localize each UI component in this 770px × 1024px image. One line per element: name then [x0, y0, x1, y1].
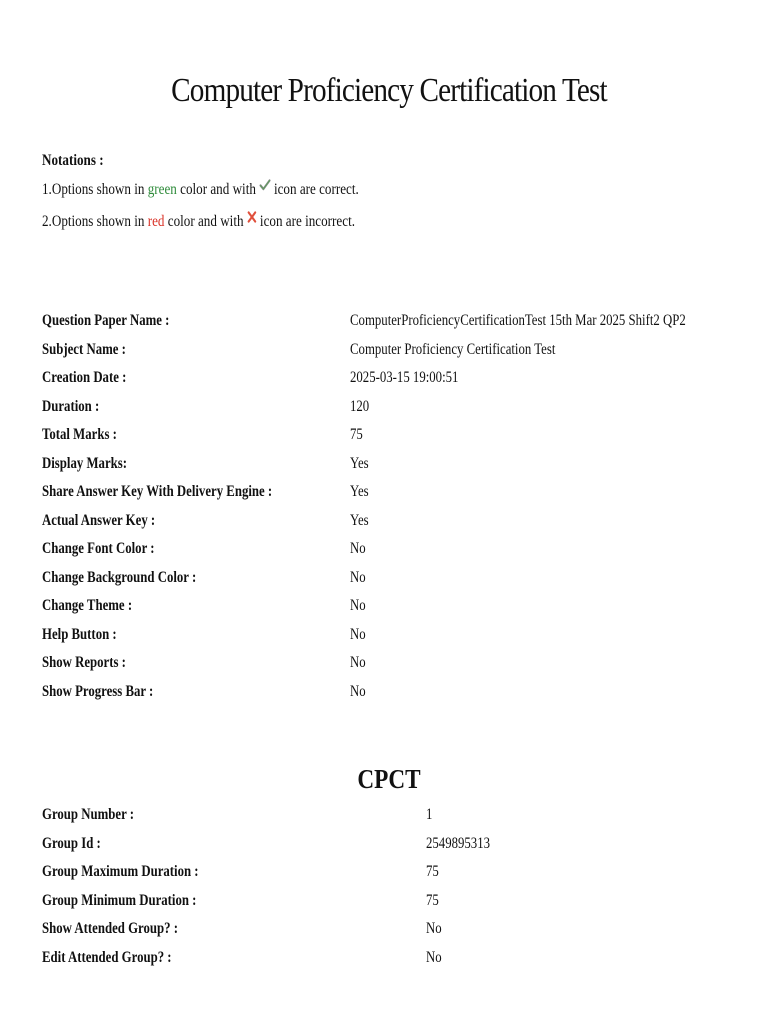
detail-value-text: 120	[350, 397, 370, 415]
detail-label	[42, 858, 426, 887]
detail-value	[350, 478, 770, 507]
detail-row	[42, 336, 770, 365]
group-details-body	[42, 801, 506, 972]
detail-row	[42, 621, 770, 650]
detail-label	[42, 592, 350, 621]
notation-correct-suffix: icon are correct.	[273, 181, 359, 198]
detail-label-text: Show Reports :	[42, 654, 126, 672]
detail-label-text: Change Theme :	[42, 597, 133, 615]
detail-row	[42, 450, 770, 479]
detail-row	[42, 364, 770, 393]
detail-value-text: 2549895313	[426, 834, 490, 852]
detail-value	[350, 307, 770, 336]
detail-value-text: 1	[426, 806, 433, 824]
detail-label-text: Actual Answer Key :	[42, 511, 156, 529]
detail-value	[426, 801, 506, 830]
detail-row	[42, 592, 770, 621]
notation-correct-prefix: 1.Options shown in	[42, 181, 148, 198]
detail-label	[42, 450, 350, 479]
notation-incorrect-prefix: 2.Options shown in	[42, 213, 148, 230]
detail-label	[42, 421, 350, 450]
notation-correct-middle: color and with	[176, 181, 260, 198]
detail-value-text: Yes	[350, 483, 369, 501]
detail-row	[42, 801, 506, 830]
detail-value-text: No	[350, 540, 366, 558]
detail-value-text: Computer Proficiency Certification Test	[350, 340, 556, 358]
notation-incorrect	[42, 210, 359, 242]
detail-row	[42, 944, 506, 973]
detail-value-text: Yes	[350, 511, 369, 529]
detail-value	[350, 336, 770, 365]
detail-label-text: Edit Attended Group? :	[42, 948, 172, 966]
detail-value	[350, 535, 770, 564]
detail-label-text: Change Font Color :	[42, 540, 155, 558]
detail-label	[42, 887, 426, 916]
detail-label	[42, 478, 350, 507]
detail-label	[42, 307, 350, 336]
detail-label	[42, 801, 426, 830]
detail-label-text: Help Button :	[42, 625, 117, 643]
detail-value	[350, 592, 770, 621]
detail-row	[42, 393, 770, 422]
detail-label	[42, 535, 350, 564]
section-heading: CPCT	[357, 764, 421, 794]
detail-value-text: No	[426, 920, 442, 938]
detail-row	[42, 307, 770, 336]
detail-value-text: 75	[350, 426, 364, 444]
detail-value-text: No	[350, 568, 366, 586]
group-details-table	[42, 801, 506, 972]
detail-label-text: Subject Name :	[42, 340, 126, 358]
detail-value-text: Yes	[350, 454, 369, 472]
detail-value	[426, 858, 506, 887]
detail-value	[426, 830, 506, 859]
detail-label-text: Duration :	[42, 397, 100, 415]
check-icon	[259, 178, 270, 192]
question-paper-details-table	[42, 307, 770, 706]
notation-correct-color-word: green	[147, 181, 177, 198]
detail-label	[42, 507, 350, 536]
detail-row	[42, 507, 770, 536]
detail-row	[42, 915, 506, 944]
cross-icon	[247, 210, 257, 224]
detail-label-text: Question Paper Name :	[42, 312, 170, 330]
detail-label-text: Group Maximum Duration :	[42, 863, 199, 881]
detail-label	[42, 678, 350, 707]
detail-value	[350, 649, 770, 678]
detail-value-text: No	[426, 948, 442, 966]
detail-value-text: No	[350, 654, 366, 672]
detail-label-text: Show Progress Bar :	[42, 682, 154, 700]
notation-incorrect-suffix: icon are incorrect.	[259, 213, 355, 230]
detail-row	[42, 535, 770, 564]
detail-value	[350, 393, 770, 422]
detail-value	[350, 450, 770, 479]
question-paper-details-body	[42, 307, 770, 706]
detail-value-text: No	[350, 682, 366, 700]
detail-label	[42, 621, 350, 650]
detail-row	[42, 478, 770, 507]
document-title: Computer Proficiency Certification Test	[171, 72, 607, 109]
detail-label	[42, 564, 350, 593]
detail-value-text: 2025-03-15 19:00:51	[350, 369, 459, 387]
detail-label-text: Creation Date :	[42, 369, 127, 387]
detail-label	[42, 915, 426, 944]
detail-value	[426, 915, 506, 944]
detail-value-text: No	[350, 625, 366, 643]
detail-value	[350, 564, 770, 593]
detail-label-text: Group Id :	[42, 834, 101, 852]
detail-label-text: Share Answer Key With Delivery Engine :	[42, 483, 273, 501]
detail-label-text: Display Marks:	[42, 454, 127, 472]
detail-label	[42, 830, 426, 859]
notation-incorrect-middle: color and with	[164, 213, 247, 230]
notations-heading: Notations :	[42, 152, 104, 169]
detail-value	[350, 507, 770, 536]
notations-block	[42, 152, 428, 242]
detail-value	[350, 364, 770, 393]
detail-row	[42, 678, 770, 707]
detail-value-text: 75	[426, 863, 439, 881]
detail-value	[426, 887, 506, 916]
detail-row	[42, 649, 770, 678]
detail-label-text: Show Attended Group? :	[42, 920, 178, 938]
detail-row	[42, 858, 506, 887]
notation-correct	[42, 178, 359, 210]
notation-incorrect-color-word: red	[147, 213, 165, 230]
detail-label	[42, 944, 426, 973]
detail-label-text: Change Background Color :	[42, 568, 197, 586]
detail-label	[42, 336, 350, 365]
detail-label	[42, 364, 350, 393]
detail-row	[42, 564, 770, 593]
detail-label-text: Total Marks :	[42, 426, 117, 444]
detail-label-text: Group Minimum Duration :	[42, 891, 197, 909]
detail-label	[42, 393, 350, 422]
detail-value	[350, 678, 770, 707]
detail-value	[350, 621, 770, 650]
detail-row	[42, 830, 506, 859]
detail-value	[426, 944, 506, 973]
detail-value-text: No	[350, 597, 366, 615]
detail-value-text: 75	[426, 891, 439, 909]
detail-row	[42, 887, 506, 916]
detail-row	[42, 421, 770, 450]
detail-label	[42, 649, 350, 678]
detail-label-text: Group Number :	[42, 806, 134, 824]
detail-value-text: ComputerProficiencyCertificationTest 15th Mar 2025 Shift2 QP2	[350, 312, 687, 330]
detail-value	[350, 421, 770, 450]
